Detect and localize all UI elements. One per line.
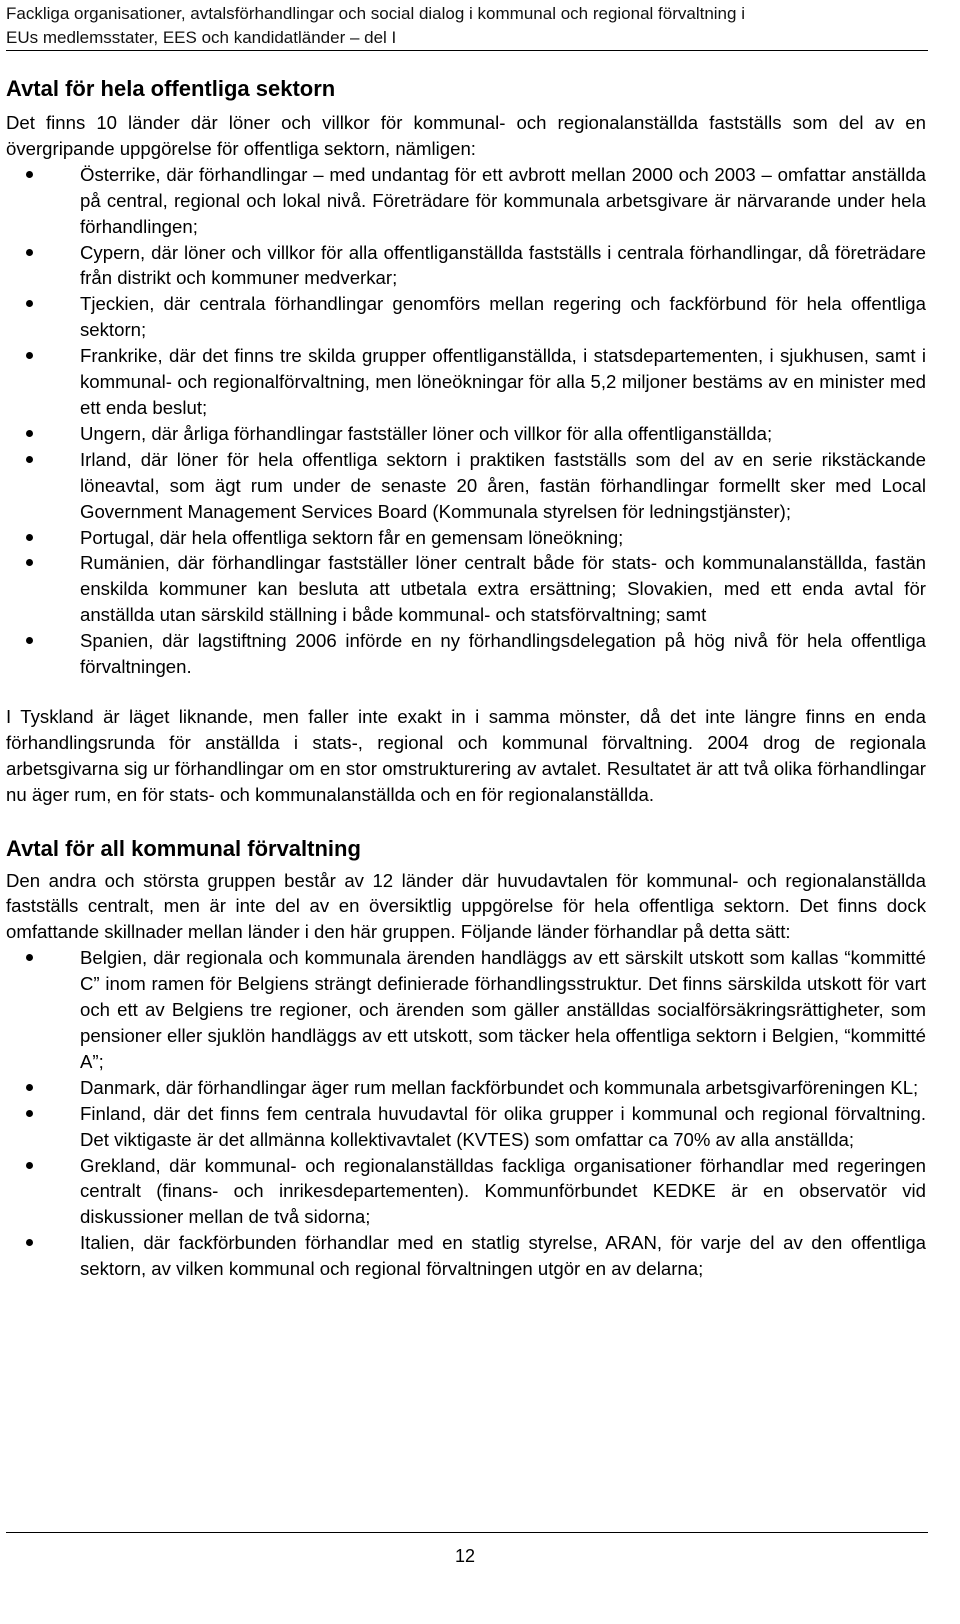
section2-intro: Den andra och största gruppen består av 12 länder där huvudavtalen för kommunal- och regionalanställda fastställs centralt, men är inte del av en översiktlig uppgörelse för hela offentliga sektorn. Det finns dock omfattande skillnader mellan länder i den här gruppen. Följande länder förhandlar på detta sätt: xyxy=(6,869,926,943)
list-item: Cypern, där löner och villkor för alla offentliganställda fastställs i centrala förhandlingar, då företrädare från distrikt och kommuner medverkar; xyxy=(6,240,926,292)
germany-paragraph: I Tyskland är läget liknande, men faller inte exakt in i samma mönster, då det inte längre finns en enda förhandlingsrunda för anställda i stats-, regional och kommunal förvaltning. 2004 drog de regionala arbetsgivarna sig ur förhandlingar om en stor omstrukturering av avtalet. Resultatet är att två olika förhandlingar nu äger rum, en för stats- och kommunalanställda och en för regionalanställda. xyxy=(6,705,926,805)
list-item: Rumänien, där förhandlingar fastställer löner centralt både för stats- och kommunalanställda, fastän enskilda kommuner kan besluta att utbetala extra ersättning; Slovakien, med ett enda avtal för anställda utan särskild ställning i både kommunal- och statsförvaltning; samt xyxy=(6,550,926,628)
header-line-2: EUs medlemsstater, EES och kandidatländer – del I xyxy=(6,28,397,47)
page-number: 12 xyxy=(454,1546,476,1566)
list-item: Irland, där löner för hela offentliga sektorn i praktiken fastställs som del av en serie rikstäckande löneavtal, som ägt rum under de senaste 20 åren, fastän förhandlingar formellt sker med Local Government Management Services Board (Kommunala styrelsen för ledningstjänster); xyxy=(6,447,926,525)
list-item: Spanien, där lagstiftning 2006 införde en ny förhandlingsdelegation på hög nivå för hela offentliga förvaltningen. xyxy=(6,628,926,680)
section2-country-list xyxy=(6,945,926,1282)
running-header xyxy=(6,2,930,50)
list-item: Österrike, där förhandlingar – med undantag för ett avbrott mellan 2000 och 2003 – omfattar anställda på central, regional och lokal nivå. Företrädare för kommunala arbetsgivare är närvarande under hela förhandlingen; xyxy=(6,162,926,240)
list-item: Belgien, där regionala och kommunala ärenden handläggs av ett särskilt utskott som kallas “kommitté C” inom ramen för Belgiens strängt definierade förhandlingsstruktur. Det finns särskilda utskott för vart och ett av Belgiens tre regioner, och ärenden som gäller anställdas socialförsäkringsrättigheter, som pensioner eller sjuklön handläggs av ett utskott, som täcker hela offentliga sektorn i Belgien, “kommitté A”; xyxy=(6,945,926,1075)
section-title-public-sector: Avtal för hela offentliga sektorn xyxy=(6,76,336,101)
list-item: Frankrike, där det finns tre skilda grupper offentliganställda, i statsdepartementen, i sjukhusen, samt i kommunal- och regionalförvaltning, men löneökningar för alla 5,2 miljoner bestäms av en minister med ett enda beslut; xyxy=(6,343,926,421)
section1-intro: Det finns 10 länder där löner och villkor för kommunal- och regionalanställda fastställs som del av en övergripande uppgörelse för offentliga sektorn, nämligen: xyxy=(6,112,926,159)
list-item: Tjeckien, där centrala förhandlingar genomförs mellan regering och fackförbund för hela offentliga sektorn; xyxy=(6,291,926,343)
list-item: Portugal, där hela offentliga sektorn får en gemensam löneökning; xyxy=(6,525,926,551)
section-title-municipal: Avtal för all kommunal förvaltning xyxy=(6,835,361,861)
list-item: Danmark, där förhandlingar äger rum mellan fackförbundet och kommunala arbetsgivarföreningen KL; xyxy=(6,1075,926,1101)
list-item: Grekland, där kommunal- och regionalanställdas fackliga organisationer förhandlar med regeringen centralt (finans- och inrikesdepartementen). Kommunförbundet KEDKE är en observatör vid diskussioner mellan de två sidorna; xyxy=(6,1153,926,1231)
list-item: Finland, där det finns fem centrala huvudavtal för olika grupper i kommunal och regional förvaltning. Det viktigaste är det allmänna kollektivavtalet (KVTES) som omfattar ca 70% av alla anställda; xyxy=(6,1101,926,1153)
section1-country-list xyxy=(6,162,926,680)
header-line-1: Fackliga organisationer, avtalsförhandlingar och social dialog i kommunal och regional förvaltning i xyxy=(6,4,745,23)
header-divider xyxy=(6,50,928,51)
list-item: Ungern, där årliga förhandlingar fastställer löner och villkor för alla offentliganställda; xyxy=(6,421,926,447)
footer-divider xyxy=(6,1532,928,1533)
list-item: Italien, där fackförbunden förhandlar med en statlig styrelse, ARAN, för varje del av den offentliga sektorn, av vilken kommunal och regional förvaltningen utgör en av delarna; xyxy=(6,1230,926,1282)
page-body xyxy=(6,74,926,1282)
